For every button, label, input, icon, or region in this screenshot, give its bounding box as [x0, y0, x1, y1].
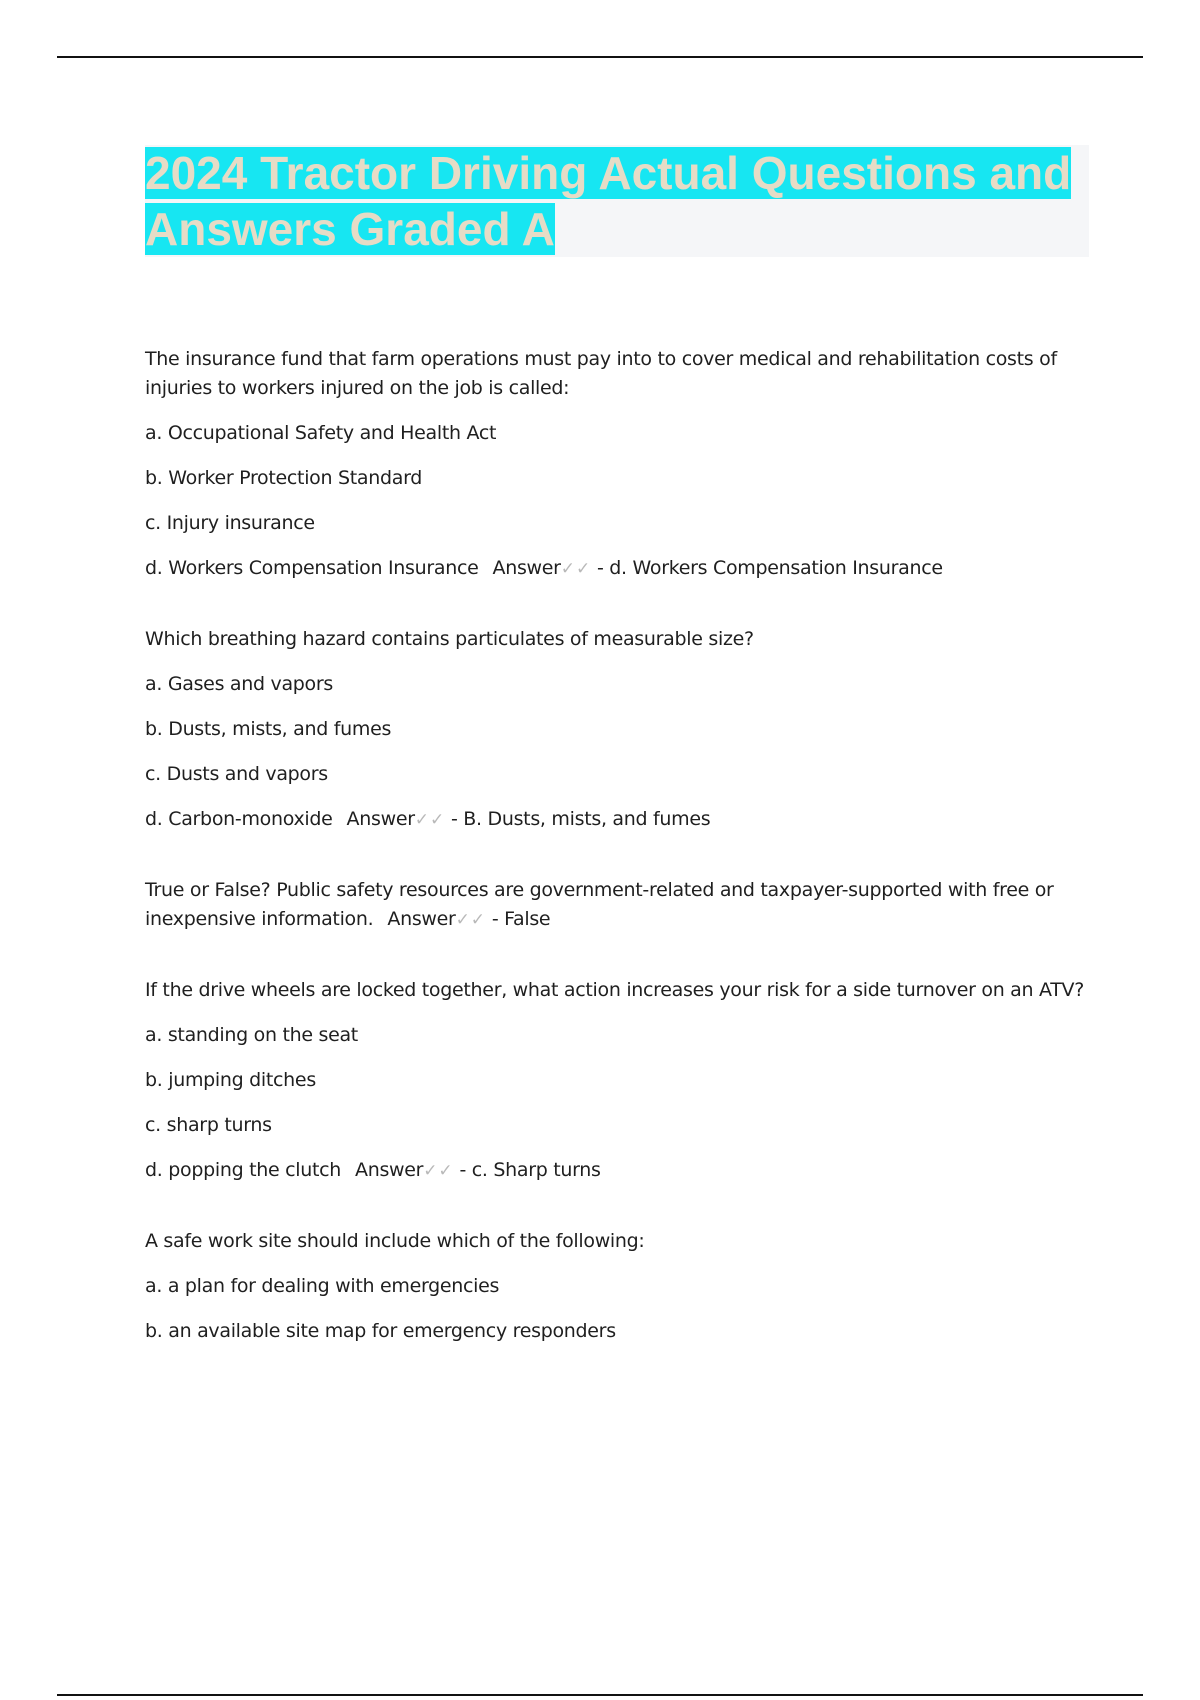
- question-list: [145, 345, 1085, 1387]
- question-text: A safe work site should include which of the following:: [145, 1230, 645, 1252]
- double-check-icon: ✓✓: [560, 559, 592, 579]
- document-title: [145, 145, 1089, 257]
- option-b: b. jumping ditches: [145, 1069, 316, 1091]
- answer-dash: -: [459, 1159, 466, 1181]
- option-b: b. Worker Protection Standard: [145, 467, 423, 489]
- title-block: [145, 145, 1089, 257]
- option-d: d. Carbon-monoxide: [145, 808, 333, 830]
- option-b: b. Dusts, mists, and fumes: [145, 718, 392, 740]
- option-a: a. Gases and vapors: [145, 673, 333, 695]
- question-1: [145, 345, 1085, 584]
- option-d: d. popping the clutch: [145, 1159, 341, 1181]
- top-rule: [57, 56, 1143, 58]
- answer-value: False: [504, 908, 551, 930]
- option-d: d. Workers Compensation Insurance: [145, 557, 479, 579]
- question-text: If the drive wheels are locked together, what action increases your risk for a side turnover on an ATV?: [145, 979, 1085, 1001]
- question-4: [145, 976, 1085, 1186]
- question-text: True or False? Public safety resources are government-related and taxpayer-supported with free or inexpensive information.: [145, 879, 1054, 930]
- question-3: [145, 876, 1085, 935]
- answer-label: Answer: [492, 557, 561, 579]
- option-d-with-answer: [145, 553, 1085, 584]
- option-c: c. sharp turns: [145, 1114, 272, 1136]
- double-check-icon: ✓✓: [455, 910, 487, 930]
- double-check-icon: ✓✓: [423, 1161, 454, 1181]
- answer-value: c. Sharp turns: [471, 1159, 601, 1181]
- option-b: b. an available site map for emergency responders: [145, 1320, 616, 1342]
- option-a: a. Occupational Safety and Health Act: [145, 422, 497, 444]
- double-check-icon: ✓✓: [414, 810, 446, 830]
- bottom-rule: [57, 1694, 1143, 1696]
- option-d-with-answer: [145, 804, 1085, 835]
- answer-value: d. Workers Compensation Insurance: [609, 557, 943, 579]
- answer-dash: -: [450, 808, 458, 830]
- answer-dash: -: [491, 908, 499, 930]
- question-text: Which breathing hazard contains particulates of measurable size?: [145, 628, 754, 650]
- option-d-with-answer: [145, 1155, 1085, 1186]
- title-highlight: 2024 Tractor Driving Actual Questions and Answers Graded A: [145, 147, 1072, 255]
- option-c: c. Injury insurance: [145, 512, 315, 534]
- option-a: a. standing on the seat: [145, 1024, 358, 1046]
- answer-label: Answer: [346, 808, 415, 830]
- question-text: The insurance fund that farm operations must pay into to cover medical and rehabilitation costs of injuries to workers injured on the job is called:: [145, 348, 1057, 399]
- question-5: [145, 1227, 1085, 1346]
- option-a: a. a plan for dealing with emergencies: [145, 1275, 500, 1297]
- question-text-with-answer: [145, 876, 1085, 935]
- answer-label: Answer: [355, 1159, 424, 1181]
- answer-value: B. Dusts, mists, and fumes: [463, 808, 711, 830]
- answer-dash: -: [596, 557, 604, 579]
- answer-label: Answer: [387, 908, 456, 930]
- option-c: c. Dusts and vapors: [145, 763, 328, 785]
- question-2: [145, 625, 1085, 835]
